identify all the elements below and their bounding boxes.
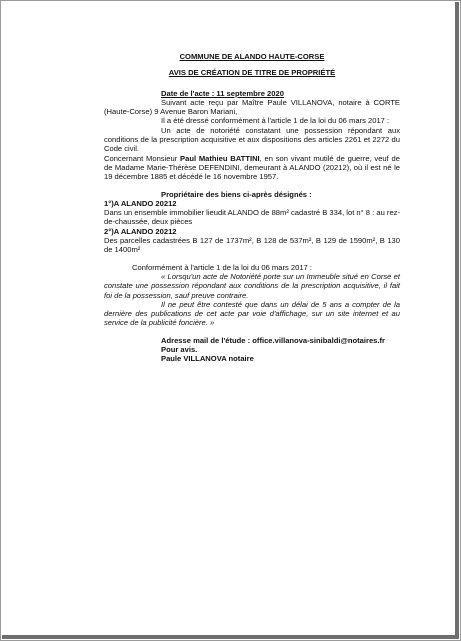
defunt-details: , en son vivant mutilé de guerre, veuf de de Madame Marie-Thérèse DEFENDINI, demeurant à ALANDO (20212), où il est né le 19 décembre 1885 et décédé le 16 novembre 1957.: [104, 153, 400, 182]
bien-2-text: Des parcelles cadastrées B 127 de 1737m², B 128 de 537m², B 129 de 1590m², B 130 de 1400m²: [104, 236, 400, 255]
concernant-text: Concernant Monsieur: [104, 153, 181, 163]
loi-quote-2: Il ne peut être contesté que dans un délai de 5 ans a compter de la dernière des publications de cet acte par voie d'affichage, sur un site internet et au service de la publicité foncière. »: [104, 299, 400, 328]
acte-paragraph-4: [104, 154, 400, 182]
page-shadow-bottom: [2, 635, 459, 639]
biens-heading: Propriétaire des biens ci-après désignés :: [161, 189, 312, 199]
commune-heading: COMMUNE DE ALANDO HAUTE-CORSE: [179, 52, 325, 61]
bien-2-title: 2°)A ALANDO 20212: [104, 226, 177, 236]
avis-heading: AVIS DE CRÉATION DE TITRE DE PROPRIÉTÉ: [168, 68, 336, 78]
defunt-name: Paul Mathieu BATTINI: [180, 153, 260, 163]
acte-paragraph-2: Il a été dressé conformément à l'article 1 de la loi du 06 mars 2017 :: [161, 116, 390, 126]
etude-email: Adresse mail de l'étude : office.villanova-sinibaldi@notaires.fr: [161, 335, 386, 345]
notaire-signature: Paule VILLANOVA notaire: [161, 354, 254, 364]
loi-quote-1: « Lorsqu'un acte de Notoriété porte sur un Immeuble situé en Corse et constate une possession répondant aux conditions de la prescription acquisitive, il fait foi de la possession, sauf preuve contraire.: [104, 271, 400, 300]
loi-intro: Conformément à l'article 1 de la loi du 06 mars 2017 :: [132, 262, 312, 272]
date-acte: Date de l'acte : 11 septembre 2020: [161, 88, 284, 98]
pour-avis: Pour avis.: [161, 345, 198, 355]
bien-1-title: 1°)A ALANDO 20212: [104, 198, 177, 208]
acte-paragraph-1: Suivant acte reçu par Maître Paule VILLANOVA, notaire à CORTE (Haute-Corse) 9 Avenue Baron Mariani,: [104, 97, 400, 117]
document-body: [104, 52, 400, 364]
bien-1-text: Dans un ensemble immobilier lieudit ALANDO de 88m² cadastré B 334, lot n° 8 : au rez-de-chaussée, deux pièces: [104, 208, 400, 227]
page-shadow-right: [455, 2, 459, 639]
acte-paragraph-3: Un acte de notoriété constatant une possession répondant aux conditions de la prescription acquisitive et aux dispositions des articles 2261 et 2272 du Code civil.: [104, 125, 400, 154]
